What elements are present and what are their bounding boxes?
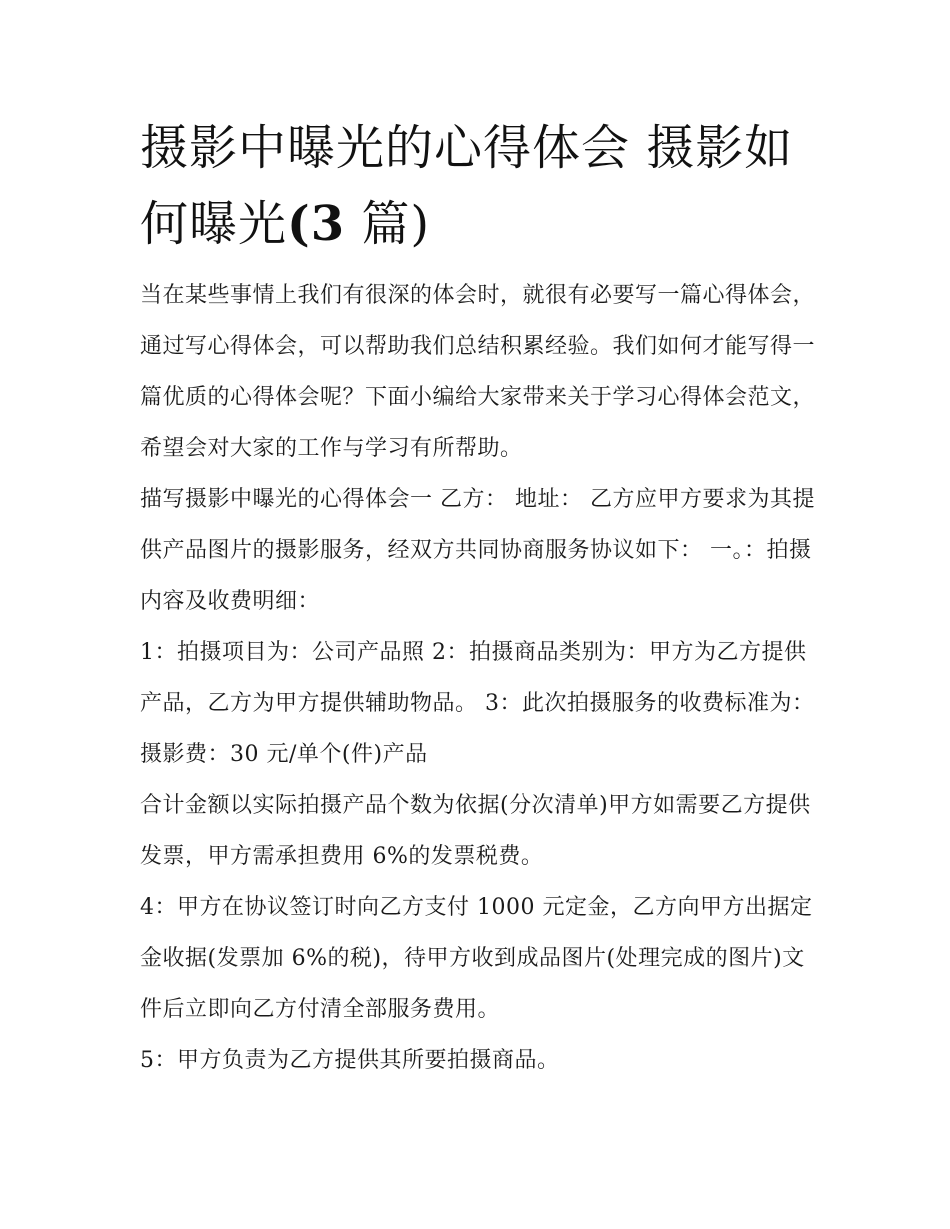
paragraph-item-4: 4：甲方在协议签订时向乙方支付 1000 元定金，乙方向甲方出据定金收据(发票加 6%的税)，待甲方收到成品图片(处理完成的图片)文件后立即向乙方付清全部服务费用。 bbox=[140, 895, 813, 1022]
title-text: 摄影中曝光的心得体会 摄影如何曝光 bbox=[140, 120, 794, 252]
paragraph-total: 合计金额以实际拍摄产品个数为依据(分次清单)甲方如需要乙方提供发票，甲方需承担费用 6%的发票税费。 bbox=[140, 793, 811, 869]
paragraph-intro: 当在某些事情上我们有很深的体会时，就很有必要写一篇心得体会，通过写心得体会，可以帮助我们总结积累经验。我们如何才能写得一篇优质的心得体会呢？下面小编给大家带来关于学习心得体会范文，希望会对大家的工作与学习有所帮助。 bbox=[140, 283, 816, 461]
title-count: (3 bbox=[287, 196, 346, 252]
paragraph-agreement: 描写摄影中曝光的心得体会一 乙方： 地址： 乙方应甲方要求为其提供产品图片的摄影服务，经双方共同协商服务协议如下： 一。：拍摄内容及收费明细： bbox=[140, 487, 815, 614]
document-content bbox=[140, 110, 820, 1086]
paragraph-item-5: 5：甲方负责为乙方提供其所要拍摄商品。 bbox=[140, 1048, 560, 1073]
title-suffix: 篇) bbox=[345, 196, 431, 252]
paragraph-item-1-3: 1：拍摄项目为：公司产品照 2：拍摄商品类别为：甲方为乙方提供产品，乙方为甲方提供辅助物品。 3：此次拍摄服务的收费标准为：摄影费：30 元/单个(件)产品 bbox=[140, 640, 815, 767]
document-title bbox=[140, 110, 820, 262]
document-body bbox=[140, 270, 820, 1086]
